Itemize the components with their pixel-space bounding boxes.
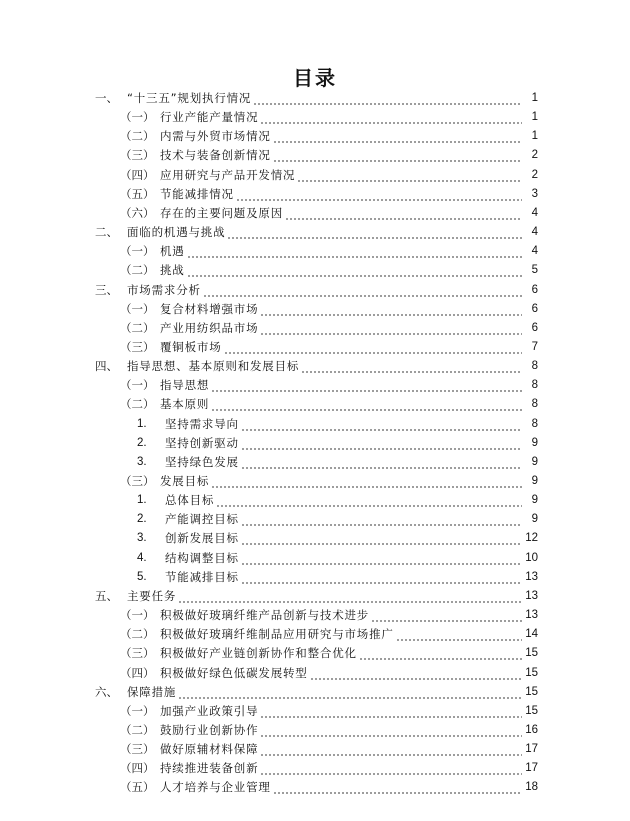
toc-entry-label: 节能减排目标 xyxy=(165,569,239,584)
toc-entry-page: 3 xyxy=(531,187,538,200)
toc-entry-page: 15 xyxy=(525,685,538,698)
toc-entry-label: 人才培养与企业管理 xyxy=(160,780,271,795)
toc-title: 目录 xyxy=(293,66,337,90)
toc-entry[interactable] xyxy=(0,393,538,412)
toc-entry-page: 9 xyxy=(531,494,538,507)
toc-entry-page: 2 xyxy=(531,149,538,162)
toc-entry-page: 13 xyxy=(525,589,538,602)
toc-leader-dots xyxy=(253,91,522,106)
toc-entry-number: （一） xyxy=(120,244,155,259)
toc-entry-label: 复合材料增强市场 xyxy=(160,301,259,316)
toc-entry[interactable] xyxy=(0,279,538,298)
toc-entry[interactable] xyxy=(0,374,538,393)
toc-entry-number: （二） xyxy=(120,627,155,642)
toc-entry-page: 8 xyxy=(531,417,538,430)
toc-entry-number: 三、 xyxy=(95,282,118,297)
toc-entry-number: 六、 xyxy=(95,684,118,699)
toc-entry-label: 行业产能产量情况 xyxy=(160,110,259,125)
toc-entry-number: （二） xyxy=(120,129,155,144)
toc-entry-number: 4. xyxy=(137,551,147,564)
toc-entry-label: 基本原则 xyxy=(160,397,210,412)
toc-leader-dots xyxy=(236,187,522,202)
toc-leader-dots xyxy=(241,417,522,432)
toc-entry-label: 节能减排情况 xyxy=(160,186,234,201)
toc-entry-label: 产能调控目标 xyxy=(165,512,239,527)
toc-entry-number: （四） xyxy=(120,665,155,680)
toc-entry-label: 结构调整目标 xyxy=(165,550,239,565)
toc-entry-number: 2. xyxy=(137,436,147,449)
toc-leader-dots xyxy=(285,206,522,221)
toc-entry[interactable] xyxy=(0,451,538,470)
toc-entry-label: 发展目标 xyxy=(160,474,210,488)
toc-entry-label: 机遇 xyxy=(160,244,185,259)
toc-entry-page: 16 xyxy=(525,723,538,736)
toc-entry[interactable] xyxy=(0,144,538,163)
toc-entry-label: 创新发展目标 xyxy=(165,531,239,546)
toc-entry-label: 内需与外贸市场情况 xyxy=(160,129,271,144)
toc-entry-number: 2. xyxy=(137,513,147,526)
toc-entry[interactable] xyxy=(0,547,538,566)
toc-entry-page: 4 xyxy=(531,206,538,219)
toc-entry-page: 1 xyxy=(531,92,538,104)
toc-entry-page: 13 xyxy=(525,570,538,583)
toc-leader-dots xyxy=(224,340,523,355)
toc-entry-label: 覆铜板市场 xyxy=(160,339,222,354)
toc-entry[interactable] xyxy=(0,259,538,278)
toc-entry[interactable] xyxy=(0,585,538,604)
toc-entry[interactable] xyxy=(0,489,538,508)
toc-entry[interactable] xyxy=(0,413,538,432)
toc-entry[interactable] xyxy=(0,662,538,681)
toc-entry-page: 9 xyxy=(531,475,538,487)
toc-entry-page: 15 xyxy=(525,704,538,717)
toc-leader-dots xyxy=(187,244,522,259)
toc-entry[interactable] xyxy=(0,757,538,776)
toc-entry-page: 4 xyxy=(531,226,538,239)
toc-leader-dots xyxy=(211,397,522,412)
toc-entry[interactable] xyxy=(0,355,538,374)
toc-entry[interactable] xyxy=(0,470,538,489)
toc-entry-page: 4 xyxy=(531,245,538,258)
toc-entry-page: 18 xyxy=(525,781,538,794)
toc-entry-label: 积极做好产业链创新协作和整合优化 xyxy=(160,646,357,661)
toc-entry-number: （一） xyxy=(120,110,155,125)
toc-entry[interactable] xyxy=(0,738,538,757)
toc-leader-dots xyxy=(359,646,522,661)
toc-entry[interactable] xyxy=(0,719,538,738)
toc-leader-dots xyxy=(187,263,522,278)
toc-entry-label: 指导思想 xyxy=(160,378,210,393)
toc-entry-number: （六） xyxy=(120,205,155,220)
toc-entry-page: 13 xyxy=(525,609,538,622)
toc-entry-label: 主要任务 xyxy=(127,588,177,603)
toc-entry-label: 积极做好绿色低碳发展转型 xyxy=(160,665,308,680)
toc-entry-number: （一） xyxy=(120,301,155,316)
toc-entry-number: （二） xyxy=(120,263,155,278)
toc-leader-dots xyxy=(260,110,522,125)
toc-entry-number: （四） xyxy=(120,761,155,776)
toc-entry[interactable] xyxy=(0,125,538,144)
toc-leader-dots xyxy=(297,168,522,183)
toc-entry-page: 2 xyxy=(531,168,538,181)
toc-entry-number: 5. xyxy=(137,570,147,583)
toc-entry-label: 积极做好玻璃纤维产品创新与技术进步 xyxy=(160,608,370,623)
toc-leader-dots xyxy=(241,512,522,527)
toc-entry-number: （三） xyxy=(120,474,155,488)
toc-leader-dots xyxy=(241,436,522,451)
toc-leader-dots xyxy=(260,761,522,776)
toc-entry-page: 6 xyxy=(531,321,538,334)
toc-entry-number: 四、 xyxy=(95,359,118,374)
toc-entry-number: 3. xyxy=(137,532,147,545)
toc-entry-label: 保障措施 xyxy=(127,684,177,699)
toc-entry-page: 6 xyxy=(531,283,538,296)
toc-entry-page: 1 xyxy=(531,130,538,143)
toc-entry-page: 17 xyxy=(525,743,538,756)
toc-entry-page: 14 xyxy=(525,628,538,641)
toc-entry-page: 6 xyxy=(531,302,538,315)
toc-leader-dots xyxy=(216,493,522,508)
toc-leader-dots xyxy=(178,589,522,604)
toc-leader-dots xyxy=(273,129,522,144)
toc-entry[interactable] xyxy=(0,681,538,700)
toc-leader-dots xyxy=(211,474,522,489)
toc-leader-dots xyxy=(178,685,522,700)
toc-entry[interactable] xyxy=(0,527,538,546)
toc-entry[interactable] xyxy=(0,776,538,795)
toc-leader-dots xyxy=(273,780,522,795)
toc-entry-label: 产业用纺织品市场 xyxy=(160,320,259,335)
toc-entry-number: 五、 xyxy=(95,588,118,603)
toc-entry[interactable] xyxy=(0,164,538,183)
toc-leader-dots xyxy=(241,551,522,566)
toc-entry-page: 15 xyxy=(525,666,538,679)
toc-entry-label: 指导思想、基本原则和发展目标 xyxy=(127,359,300,374)
toc-entry-page: 1 xyxy=(531,111,538,124)
toc-entry[interactable] xyxy=(0,202,538,221)
toc-entry[interactable] xyxy=(0,298,538,317)
toc-entry-number: （三） xyxy=(120,646,155,661)
toc-leader-dots xyxy=(260,321,522,336)
toc-leader-dots xyxy=(241,570,522,585)
toc-leader-dots xyxy=(241,455,522,470)
toc-entry[interactable] xyxy=(0,432,538,451)
toc-entry[interactable] xyxy=(0,183,538,202)
toc-leader-dots xyxy=(260,302,522,317)
toc-entry-page: 15 xyxy=(525,647,538,660)
toc-entry-label: 积极做好玻璃纤维制品应用研究与市场推广 xyxy=(160,627,394,642)
toc-entry[interactable] xyxy=(0,336,538,355)
toc-leader-dots xyxy=(241,531,522,546)
toc-entry-label: 技术与装备创新情况 xyxy=(160,148,271,163)
toc-entry-number: 1. xyxy=(137,494,147,507)
toc-leader-dots xyxy=(371,608,522,623)
toc-entry-number: （五） xyxy=(120,186,155,201)
toc-leader-dots xyxy=(227,225,522,240)
toc-entry-number: （一） xyxy=(120,703,155,718)
toc-entry-label: 应用研究与产品开发情况 xyxy=(160,167,296,182)
toc-entry-label: 总体目标 xyxy=(165,493,215,508)
toc-leader-dots xyxy=(260,742,522,757)
toc-entry[interactable] xyxy=(0,604,538,623)
toc-leader-dots xyxy=(301,359,522,374)
toc-entry-label: 坚持需求导向 xyxy=(165,416,239,431)
toc-leader-dots xyxy=(310,666,522,681)
toc-entry-label: 做好原辅材料保障 xyxy=(160,742,259,757)
toc-entry-label: 市场需求分析 xyxy=(127,282,201,297)
toc-entry-label: 面临的机遇与挑战 xyxy=(127,225,226,240)
toc-entry-number: （三） xyxy=(120,339,155,354)
toc-leader-dots xyxy=(260,723,522,738)
toc-leader-dots xyxy=(396,627,522,642)
toc-entry[interactable] xyxy=(0,87,538,106)
toc-entry-label: 坚持绿色发展 xyxy=(165,454,239,469)
toc-entry-number: （四） xyxy=(120,167,155,182)
toc-entry[interactable] xyxy=(0,317,538,336)
toc-entry-page: 12 xyxy=(525,532,538,545)
toc-leader-dots xyxy=(260,704,522,719)
toc-leader-dots xyxy=(273,148,522,163)
toc-entry-number: （三） xyxy=(120,148,155,163)
toc-entry-label: 存在的主要问题及原因 xyxy=(160,205,283,220)
toc-entry-page: 8 xyxy=(531,379,538,392)
toc-leader-dots xyxy=(203,283,522,298)
toc-entry-page: 10 xyxy=(525,551,538,564)
toc-entry-label: 鼓励行业创新协作 xyxy=(160,722,259,737)
toc-entry-number: 二、 xyxy=(95,225,118,240)
toc-entry[interactable] xyxy=(0,566,538,585)
toc-entry[interactable] xyxy=(0,700,538,719)
toc-entry-number: （三） xyxy=(120,742,155,757)
toc-entry[interactable] xyxy=(0,623,538,642)
toc-entry-number: 3. xyxy=(137,455,147,468)
toc-entry-number: 1. xyxy=(137,417,147,430)
toc-entry-number: （二） xyxy=(120,397,155,412)
toc-entry[interactable] xyxy=(0,642,538,661)
toc-entry-number: （二） xyxy=(120,320,155,335)
toc-entry[interactable] xyxy=(0,508,538,527)
toc-entry-page: 8 xyxy=(531,398,538,411)
toc-entry-page: 9 xyxy=(531,436,538,449)
toc-entry-page: 7 xyxy=(531,340,538,353)
toc-entry[interactable] xyxy=(0,240,538,259)
toc-entry-page: 5 xyxy=(531,264,538,277)
toc-entry-number: （一） xyxy=(120,608,155,623)
toc-entry-label: 坚持创新驱动 xyxy=(165,435,239,450)
toc-entry-page: 9 xyxy=(531,455,538,468)
toc-entry-label: 加强产业政策引导 xyxy=(160,703,259,718)
toc-entry-number: （五） xyxy=(120,780,155,795)
toc-entry[interactable] xyxy=(0,221,538,240)
toc-entry-label: 持续推进装备创新 xyxy=(160,761,259,776)
toc-entry-number: 一、 xyxy=(95,91,118,105)
toc-leader-dots xyxy=(211,378,522,393)
toc-entry-page: 17 xyxy=(525,762,538,775)
toc-entry-label: 挑战 xyxy=(160,263,185,278)
toc-entry-page: 9 xyxy=(531,513,538,526)
toc-entry-number: （二） xyxy=(120,722,155,737)
toc-entry-page: 8 xyxy=(531,360,538,373)
toc-entry-label: “十三五”规划执行情况 xyxy=(127,91,252,105)
toc-entry-number: （一） xyxy=(120,378,155,393)
toc-entry[interactable] xyxy=(0,106,538,125)
